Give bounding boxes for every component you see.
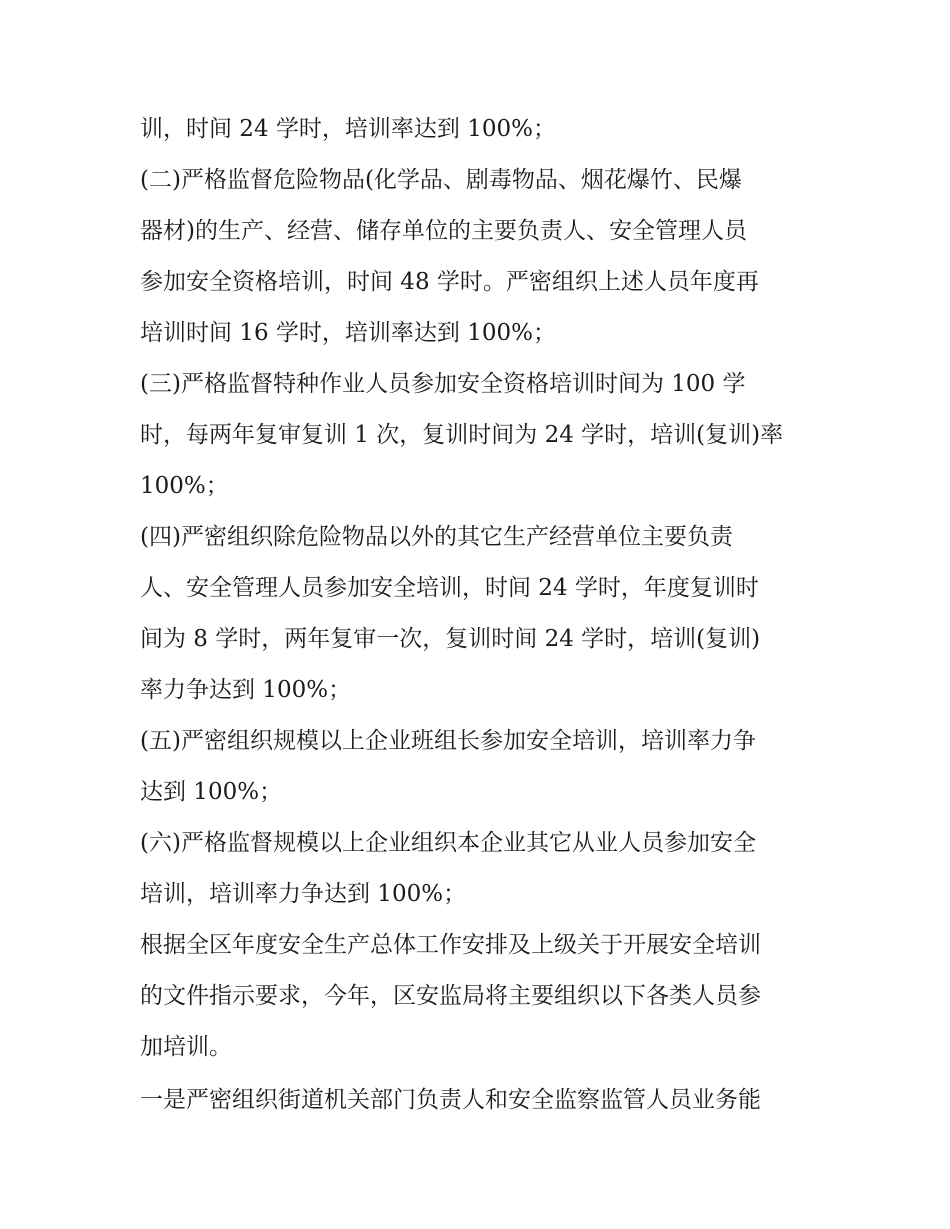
text-line: 率力争达到 100%；	[140, 677, 352, 703]
text-line: 培训时间 16 学时，培训率达到 100%；	[140, 320, 556, 346]
text-line: 根据全区年度安全生产总体工作安排及上级关于开展安全培训	[140, 932, 761, 958]
text-line: 训，时间 24 学时，培训率达到 100%；	[140, 116, 556, 142]
text-line: 间为 8 学时，两年复审一次，复训时间 24 学时，培训(复训)	[140, 626, 761, 652]
text-line: 培训，培训率力争达到 100%；	[140, 881, 467, 907]
text-line: 参加安全资格培训，时间 48 学时。严密组织上述人员年度再	[140, 269, 759, 295]
document-body	[140, 104, 820, 1126]
text-line: (四)严密组织除危险物品以外的其它生产经营单位主要负责	[140, 524, 733, 550]
text-line: 一是严密组织街道机关部门负责人和安全监察监管人员业务能	[140, 1087, 761, 1113]
text-line: 加培训。	[140, 1034, 232, 1060]
text-line: (五)严密组织规模以上企业班组长参加安全培训，培训率力争	[140, 728, 756, 754]
text-line: 人、安全管理人员参加安全培训，时间 24 学时，年度复训时	[140, 575, 759, 601]
text-line: 时，每两年复审复训 1 次，复训时间为 24 学时，培训(复训)率	[140, 422, 784, 448]
text-line: 器材)的生产、经营、储存单位的主要负责人、安全管理人员	[140, 218, 747, 244]
text-line: (二)严格监督危险物品(化学品、剧毒物品、烟花爆竹、民爆	[140, 167, 742, 193]
text-line: 100%；	[140, 473, 229, 499]
text-line: (三)严格监督特种作业人员参加安全资格培训时间为 100 学	[140, 371, 746, 397]
text-line: 的文件指示要求，今年，区安监局将主要组织以下各类人员参	[140, 983, 761, 1009]
text-line: (六)严格监督规模以上企业组织本企业其它从业人员参加安全	[140, 830, 756, 856]
text-line: 达到 100%；	[140, 779, 283, 805]
